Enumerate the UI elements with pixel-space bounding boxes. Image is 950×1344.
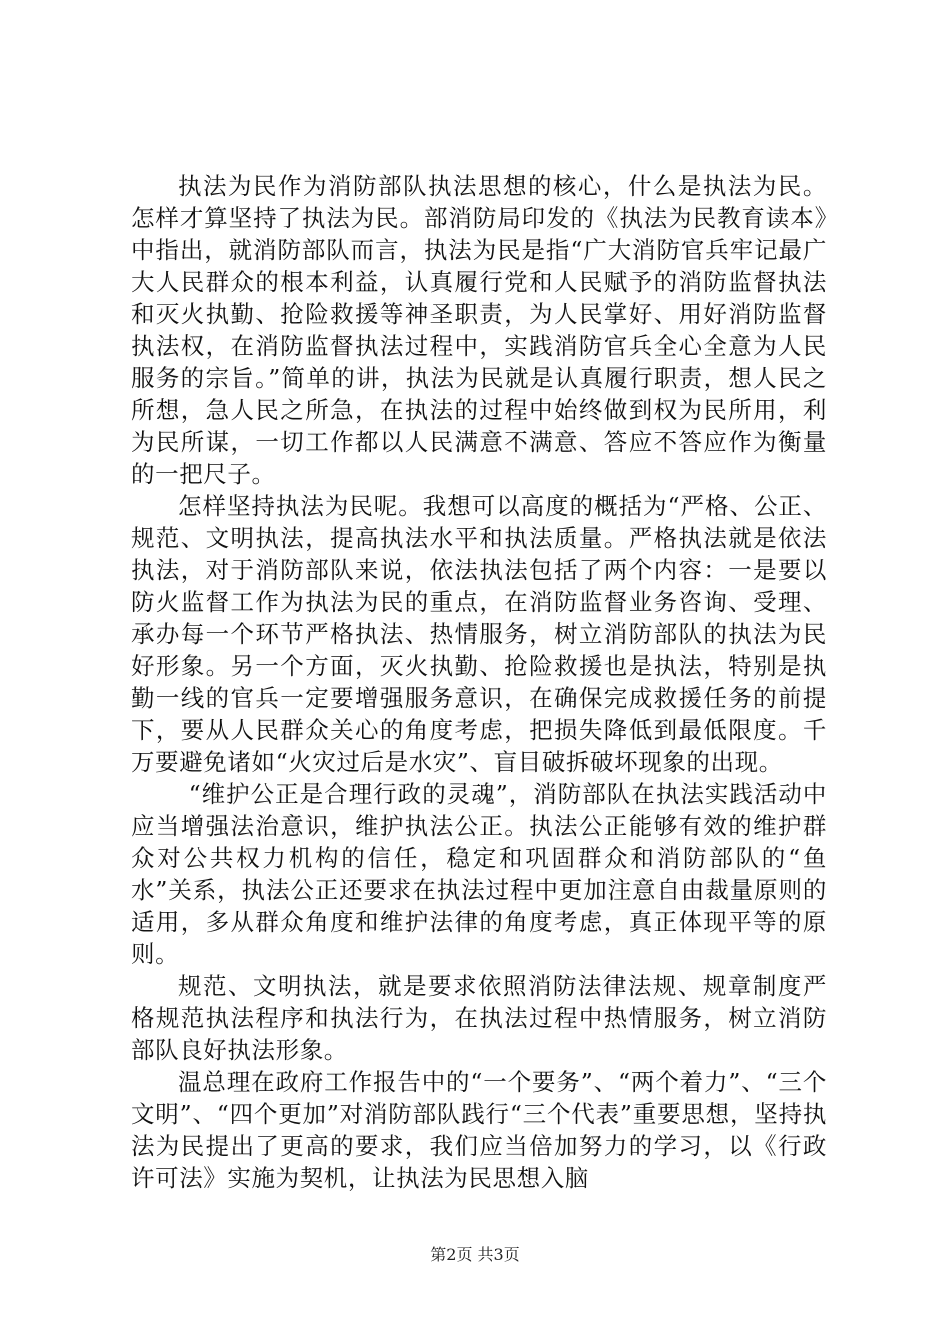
paragraph-5: 温总理在政府工作报告中的“一个要务”、“两个着力”、“三个文明”、“四个更加”对消防部队践行“三个代表”重要思想，坚持执法为民提出了更高的要求，我们应当倍加努力的学习，以《行政许可法》实施为契机，让执法为民思想入脑	[131, 1068, 827, 1192]
paragraph-3: “维护公正是合理行政的灵魂”，消防部队在执法实践活动中应当增强法治意识，维护执法公正。执法公正能够有效的维护群众对公共权力机构的信任，稳定和巩固群众和消防部队的“鱼水”关系，执法公正还要求在执法过程中更加注意自由裁量原则的适用，多从群众角度和维护法律的角度考虑，真正体现平等的原则。	[131, 780, 827, 968]
paragraph-2: 怎样坚持执法为民呢。我想可以高度的概括为“严格、公正、规范、文明执法，提高执法水平和执法质量。严格执法就是依法执法，对于消防部队来说，依法执法包括了两个内容：一是要以防火监督工作为执法为民的重点，在消防监督业务咨询、受理、承办每一个环节严格执法、热情服务，树立消防部队的执法为民好形象。另一个方面，灭火执勤、抢险救援也是执法，特别是执勤一线的官兵一定要增强服务意识，在确保完成救援任务的前提下，要从人民群众关心的角度考虑，把损失降低到最低限度。千万要避免诸如“火灾过后是水灾”、盲目破拆破坏现象的出现。	[131, 492, 827, 776]
document-body	[131, 170, 827, 1194]
page-number-footer: 第2页 共3页	[430, 1245, 520, 1264]
paragraph-4: 规范、文明执法，就是要求依照消防法律法规、规章制度严格规范执法程序和执法行为，在执法过程中热情服务，树立消防部队良好执法形象。	[131, 972, 827, 1064]
paragraph-1: 执法为民作为消防部队执法思想的核心，什么是执法为民。怎样才算坚持了执法为民。部消防局印发的《执法为民教育读本》中指出，就消防部队而言，执法为民是指“广大消防官兵牢记最广大人民群众的根本利益，认真履行党和人民赋予的消防监督执法和灭火执勤、抢险救援等神圣职责，为人民掌好、用好消防监督执法权，在消防监督执法过程中，实践消防官兵全心全意为人民服务的宗旨。”简单的讲，执法为民就是认真履行职责，想人民之所想，急人民之所急，在执法的过程中始终做到权为民所用，利为民所谋，一切工作都以人民满意不满意、答应不答应作为衡量的一把尺子。	[131, 172, 827, 488]
